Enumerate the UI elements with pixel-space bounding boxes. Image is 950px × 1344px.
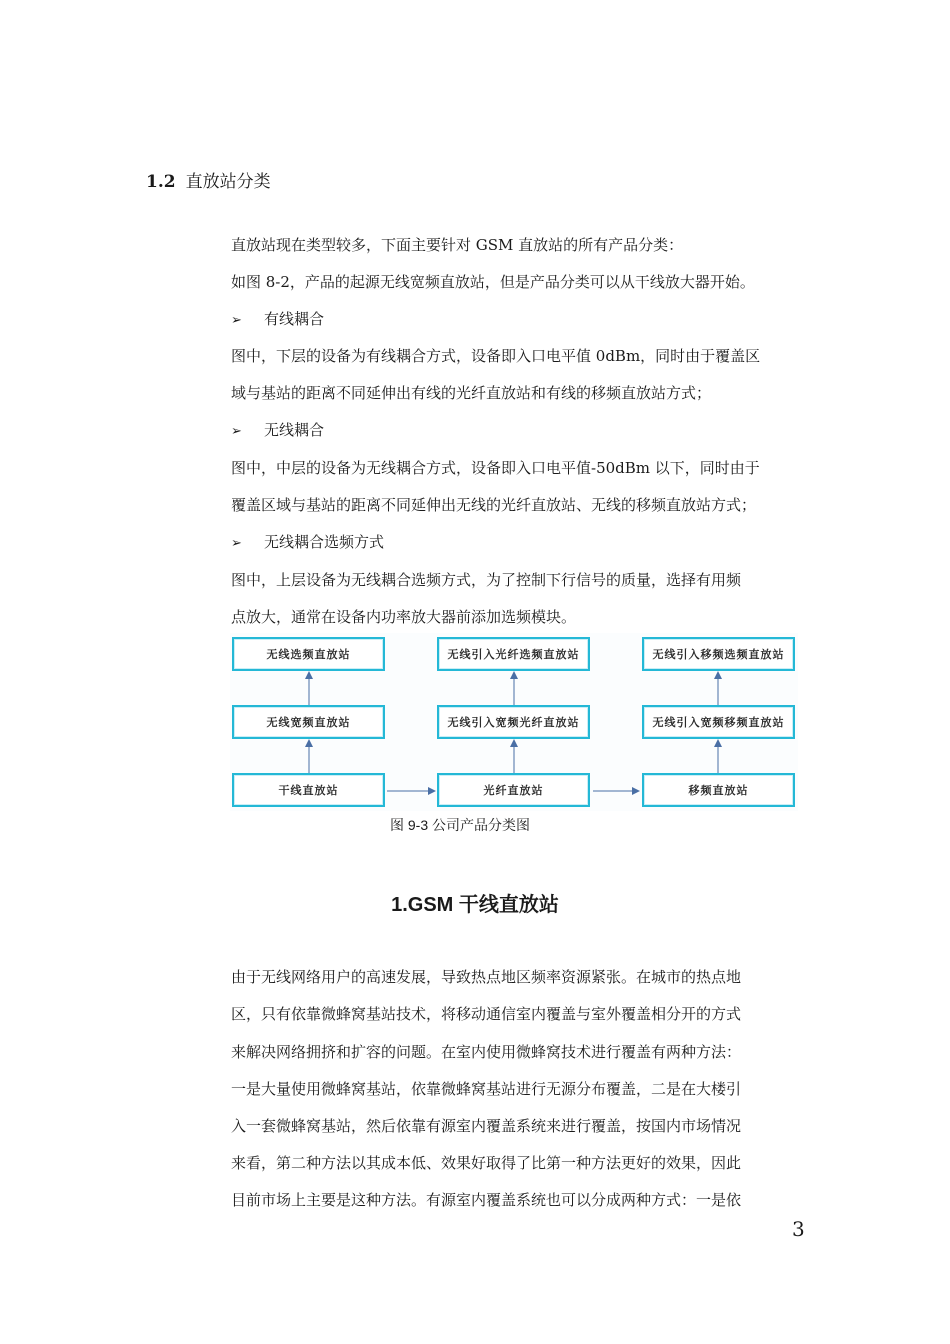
diagram-box-bottom-2: 光纤直放站 <box>437 773 590 807</box>
intro-line-1: 直放站现在类型较多，下面主要针对 GSM 直放站的所有产品分类： <box>231 236 684 254</box>
paragraph-line: 域与基站的距离不同延伸出有线的光纤直放站和有线的移频直放站方式； <box>231 384 712 402</box>
diagram-box-middle-2: 无线引入宽频光纤直放站 <box>437 705 590 739</box>
paragraph-line: 图中，中层的设备为无线耦合方式，设备即入口电平值-50dBm 以下，同时由于 <box>231 459 760 477</box>
body-line: 来解决网络拥挤和扩容的问题。在室内使用微蜂窝技术进行覆盖有两种方法： <box>231 1043 742 1061</box>
bullet-arrow-icon: ➢ <box>231 313 242 328</box>
diagram-box-bottom-3: 移频直放站 <box>642 773 795 807</box>
bullet-label: 无线耦合选频方式 <box>264 533 385 551</box>
page-number: 3 <box>792 1217 805 1241</box>
body-line: 入一套微蜂窝基站，然后依靠有源室内覆盖系统来进行覆盖，按国内市场情况 <box>231 1117 742 1135</box>
diagram-box-top-3: 无线引入移频选频直放站 <box>642 637 795 671</box>
diagram-box-top-1: 无线选频直放站 <box>232 637 385 671</box>
section-heading <box>146 170 271 194</box>
bullet-item-wireless-coupling <box>231 419 811 443</box>
body-line: 由于无线网络用户的高速发展，导致热点地区频率资源紧张。在城市的热点地 <box>231 968 742 986</box>
bullet-item-wired-coupling <box>231 308 811 332</box>
bullet-label: 有线耦合 <box>264 310 325 328</box>
product-classification-diagram <box>230 633 798 811</box>
bullet-arrow-icon: ➢ <box>231 424 242 439</box>
bullet-label: 无线耦合 <box>264 421 325 439</box>
section-title: 直放站分类 <box>185 172 271 192</box>
body-line: 目前市场上主要是这种方法。有源室内覆盖系统也可以分成两种方式：一是依 <box>231 1191 742 1209</box>
bullet-arrow-icon: ➢ <box>231 536 242 551</box>
diagram-box-bottom-1: 干线直放站 <box>232 773 385 807</box>
bullet-item-wireless-selective <box>231 531 811 555</box>
body-line: 区，只有依靠微蜂窝基站技术，将移动通信室内覆盖与室外覆盖相分开的方式 <box>231 1005 742 1023</box>
diagram-box-top-2: 无线引入光纤选频直放站 <box>437 637 590 671</box>
intro-line-2: 如图 8-2，产品的起源无线宽频直放站，但是产品分类可以从干线放大器开始。 <box>231 273 755 291</box>
paragraph-line: 点放大，通常在设备内功率放大器前添加选频模块。 <box>231 608 577 626</box>
diagram-box-middle-1: 无线宽频直放站 <box>232 705 385 739</box>
paragraph-line: 图中，上层设备为无线耦合选频方式，为了控制下行信号的质量，选择有用频 <box>231 571 742 589</box>
diagram-box-middle-3: 无线引入宽频移频直放站 <box>642 705 795 739</box>
paragraph-line: 图中，下层的设备为有线耦合方式，设备即入口电平值 0dBm，同时由于覆盖区 <box>231 347 761 365</box>
subsection-title: 1.GSM 干线直放站 <box>391 894 559 916</box>
figure-caption: 图 9-3 公司产品分类图 <box>390 817 531 833</box>
paragraph-line: 覆盖区域与基站的距离不同延伸出无线的光纤直放站、无线的移频直放站方式； <box>231 496 757 514</box>
body-line: 一是大量使用微蜂窝基站，依靠微蜂窝基站进行无源分布覆盖，二是在大楼引 <box>231 1080 742 1098</box>
body-line: 来看，第二种方法以其成本低、效果好取得了比第一种方法更好的效果，因此 <box>231 1154 742 1172</box>
section-number: 1.2 <box>146 172 176 192</box>
